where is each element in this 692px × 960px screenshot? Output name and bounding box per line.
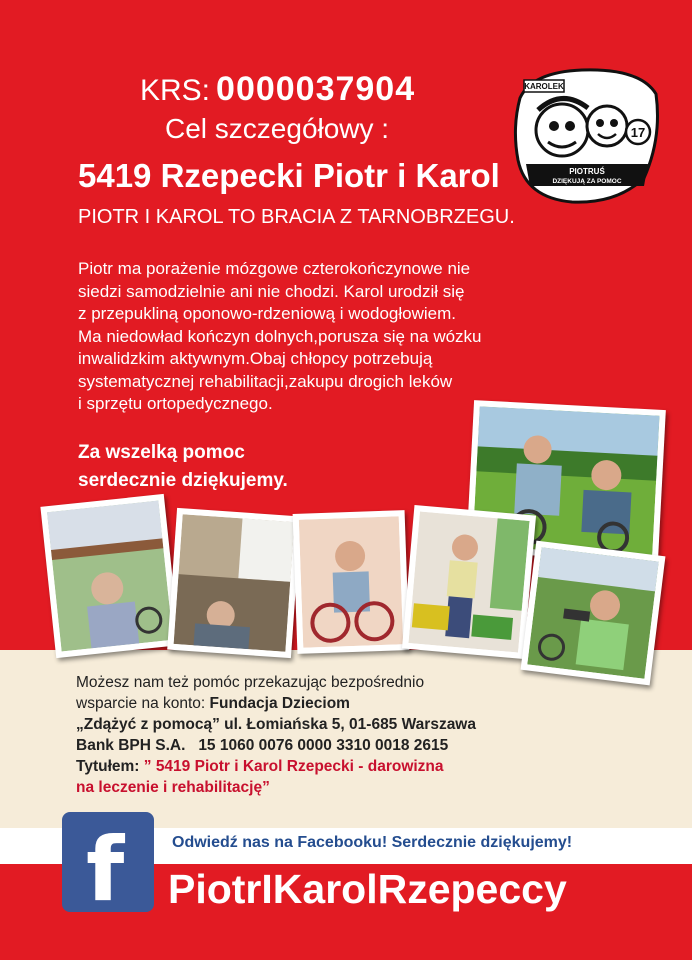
photo-boy-standing-frame [402, 505, 536, 659]
logo-text-top: KAROLEK [524, 82, 564, 91]
photo-boy-indoor [167, 508, 301, 658]
photo-boy-outdoor [40, 494, 179, 658]
foundation-address: „Zdążyć z pomocą” ul. Łomiańska 5, 01-685 Warszawa [76, 716, 476, 733]
krs-label: KRS: [140, 74, 211, 107]
description-line: Ma niedowład kończyn dolnych,porusza się na wózku [78, 326, 482, 346]
thanks-line-2: serdecznie dziękujemy. [78, 470, 288, 491]
foundation-name: Fundacja Dzieciom [209, 695, 350, 712]
krs-line [140, 70, 415, 109]
description-line: inwalidzkim aktywnym.Obaj chłopcy potrzebują [78, 349, 433, 368]
info-line-1: Możesz nam też pomóc przekazując bezpośrednio [76, 674, 425, 691]
facebook-handle[interactable]: PiotrIKarolRzepeccy [168, 866, 567, 912]
bank-name: Bank BPH S.A. [76, 737, 186, 754]
bank-account-number: 15 1060 0076 0000 3310 0018 2615 [198, 737, 449, 754]
subtitle: PIOTR I KAROL TO BRACIA Z TARNOBRZEGU. [78, 206, 515, 228]
thanks-message [78, 439, 288, 495]
description-line: siedzi samodzielnie ani nie chodzi. Karol urodził się [78, 281, 465, 301]
photo-boy-with-toy [521, 541, 666, 686]
transfer-title-line [76, 756, 476, 777]
info-line-2 [76, 693, 476, 714]
photo-boy-wheelchair-room [293, 510, 410, 654]
facebook-cta: Odwiedź nas na Facebooku! Serdecznie dziękujemy! [172, 834, 573, 851]
krs-number: 0000037904 [216, 70, 416, 108]
bank-account-line [76, 735, 476, 756]
cel-label: Cel szczegółowy : [165, 113, 390, 144]
description-line: i sprzętu ortopedycznego. [78, 394, 273, 413]
thanks-line-1: Za wszelką pomoc [78, 442, 245, 463]
logo-number: 17 [630, 125, 646, 140]
info-line-2-prefix: wsparcie na konto: [76, 695, 210, 712]
fundraising-logo-icon [512, 68, 662, 206]
page-title: 5419 Rzepecki Piotr i Karol [78, 157, 500, 194]
description-line: z przepukliną oponowo-rdzeniową i wodogłowiem. [78, 304, 456, 323]
description [78, 258, 548, 416]
bank-info [76, 672, 476, 798]
description-line: systematycznej rehabilitacji,zakupu drogich leków [78, 371, 453, 391]
facebook-f-icon[interactable]: f [62, 812, 154, 912]
transfer-title-value: ” 5419 Piotr i Karol Rzepecki - darowizna [139, 758, 444, 775]
transfer-title-label: Tytułem: [76, 758, 140, 775]
description-line: Piotr ma porażenie mózgowe czterokończynowe nie [78, 259, 471, 278]
transfer-title-value-cont: na leczenie i rehabilitację” [76, 779, 270, 796]
logo-text-bottom: DZIĘKUJĄ ZA POMOC [552, 178, 622, 185]
logo-text-mid: PIOTRUŚ [569, 167, 605, 176]
